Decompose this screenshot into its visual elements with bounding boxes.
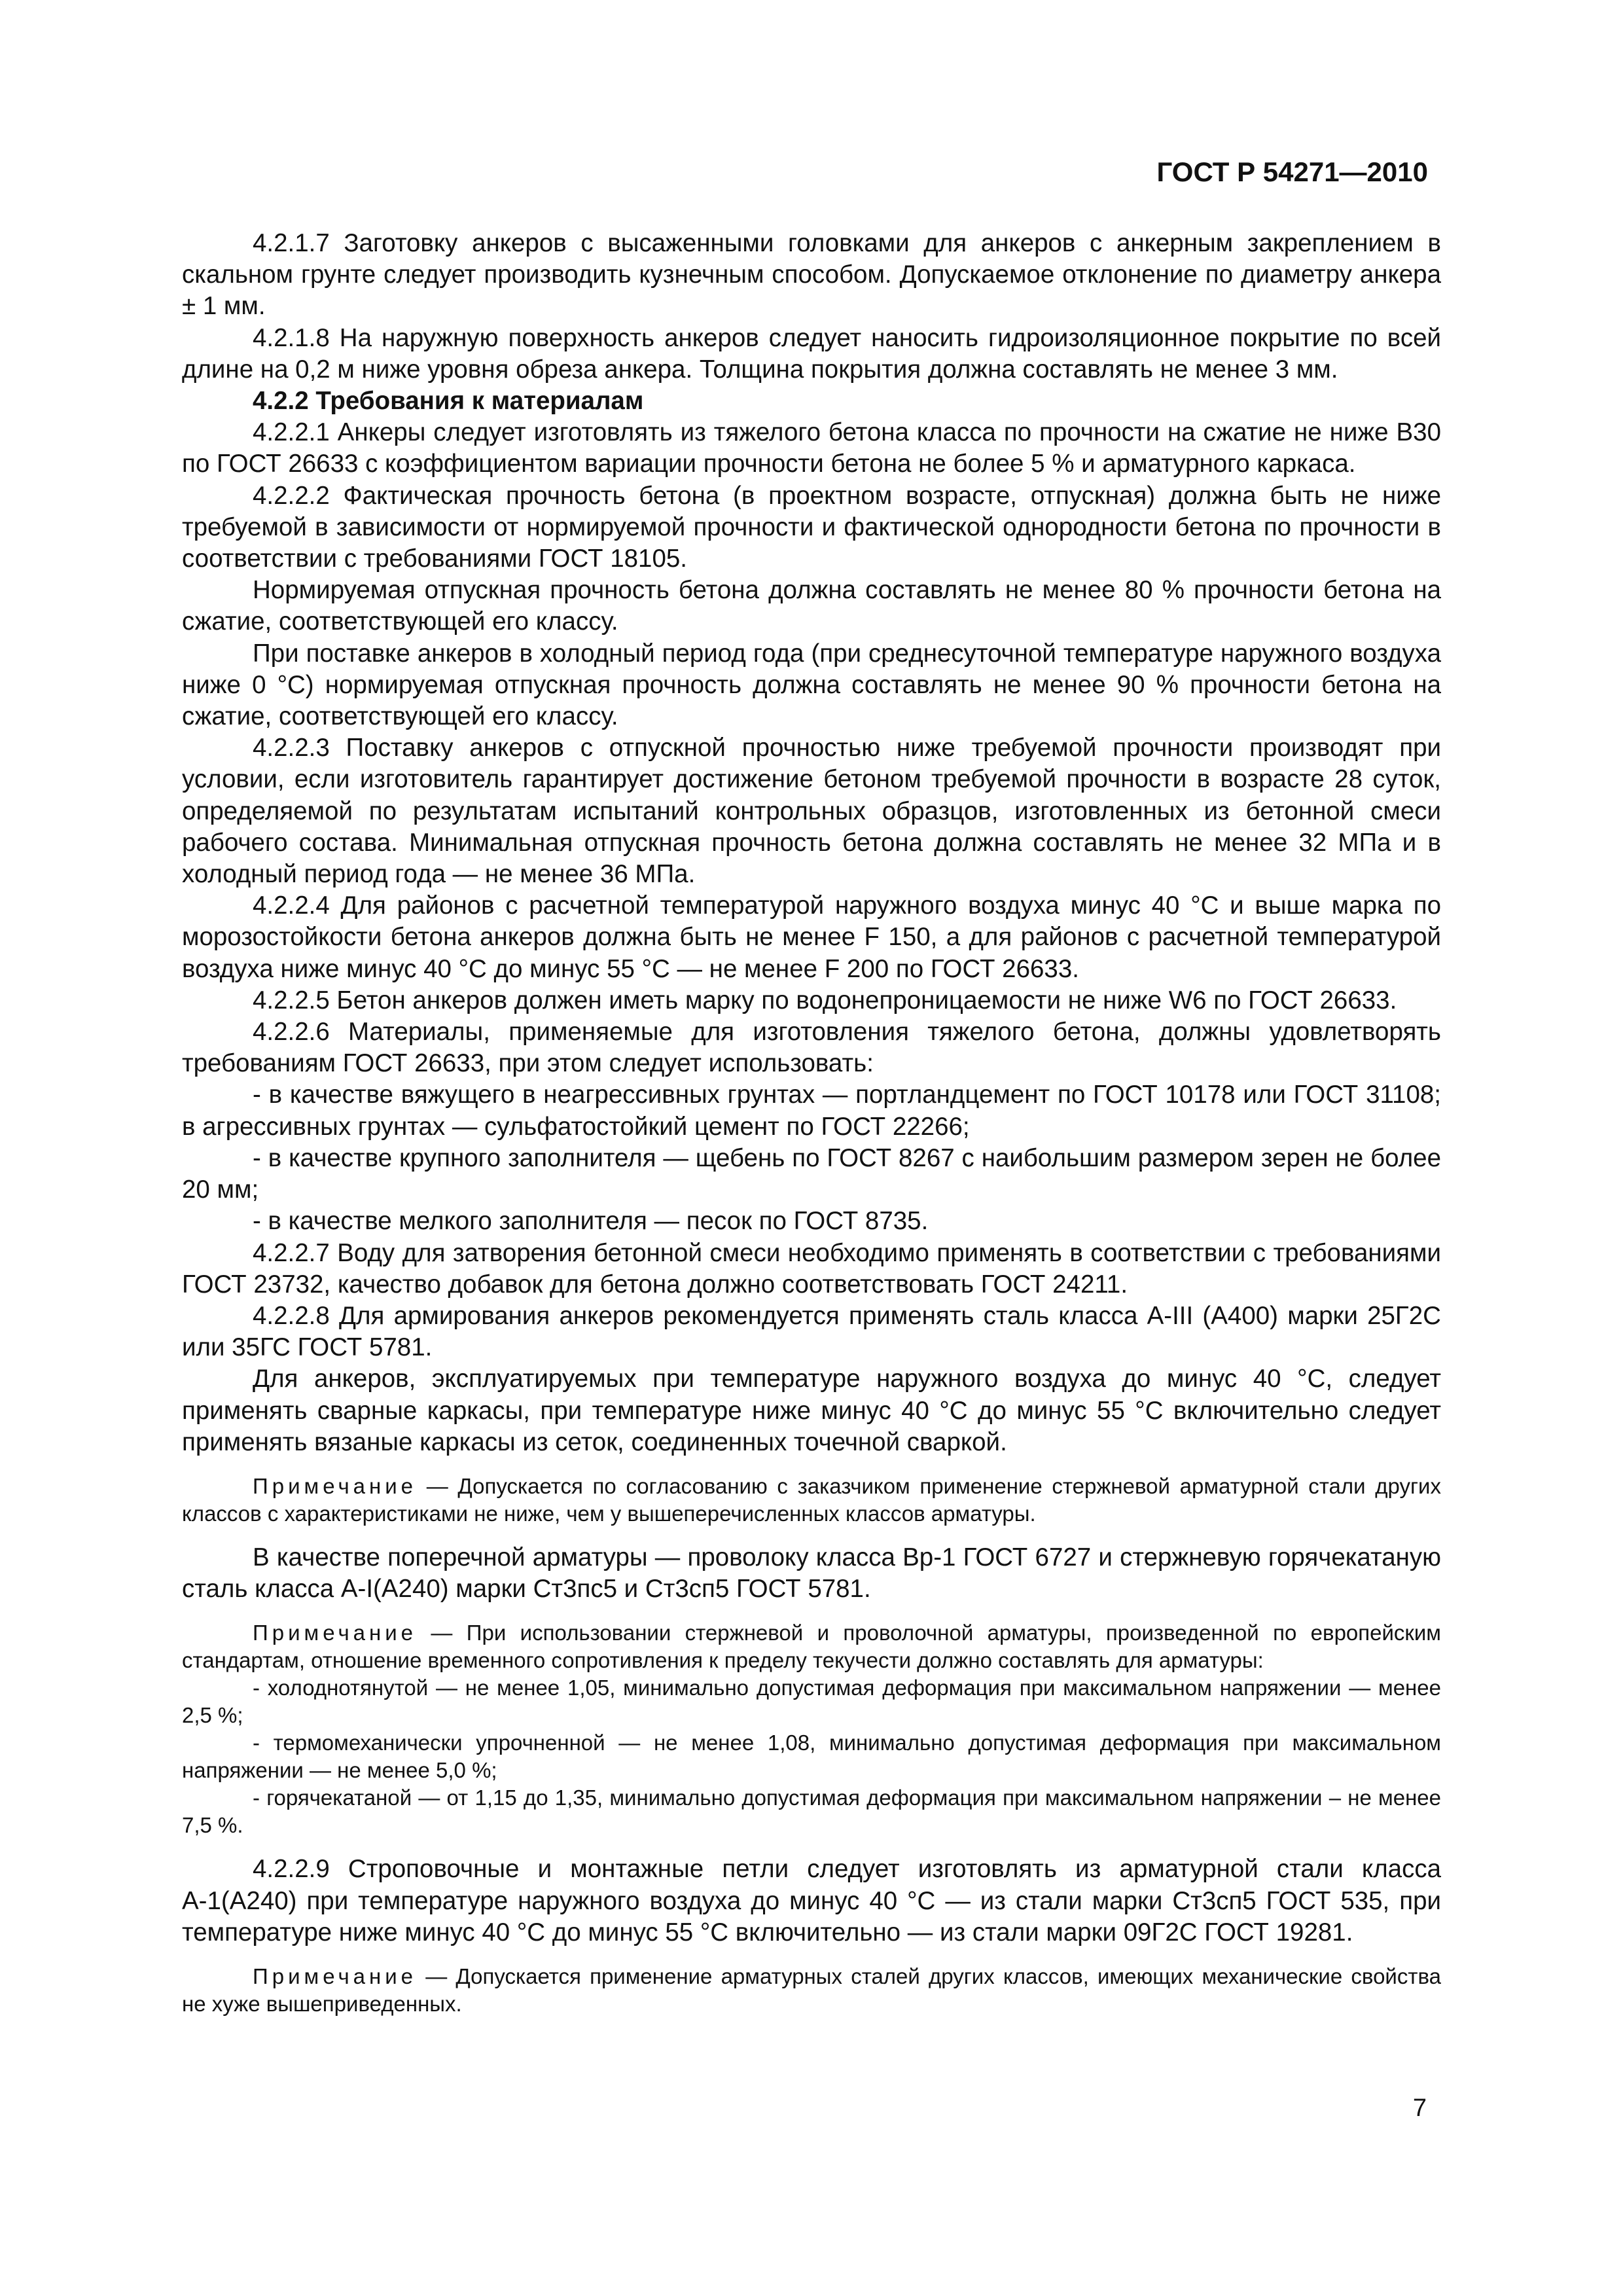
note-block bbox=[182, 1963, 1441, 2018]
note-text: — Допускается по согласованию с заказчиком применение стержневой арматурной стали других классов с характеристиками не ниже, чем у вышеперечисленных классов арматуры. bbox=[182, 1473, 1441, 1526]
list-item: - в качестве мелкого заполнителя — песок по ГОСТ 8735. bbox=[253, 1207, 929, 1236]
paragraph: Для анкеров, эксплуатируемых при температуре наружного воздуха до минус 40 °С, следует применять сварные каркасы, при температуре ниже минус 40 °С до минус 55 °С включительно следует применять вязаные каркасы из сеток, соединенных точечной сваркой. bbox=[182, 1365, 1441, 1456]
note-paragraph bbox=[182, 1963, 1441, 2018]
clause-4-2-2-7: 4.2.2.7 Воду для затворения бетонной смеси необходимо применять в соответствии с требованиями ГОСТ 23732, качество добавок для бетона должно соответствовать ГОСТ 24211. bbox=[182, 1238, 1441, 1299]
clause-4-2-2-3: 4.2.2.3 Поставку анкеров с отпускной прочностью ниже требуемой прочности производят при условии, если изготовитель гарантирует достижение бетоном требуемой прочности в возрасте 28 суток, определяемой по результатам испытаний контрольных образцов, изготовленных из бетонной смеси рабочего состава. Минимальная отпускная прочность бетона должна составлять не менее 32 МПа и в холодный период года — не менее 36 МПа. bbox=[182, 734, 1441, 889]
list-item: - в качестве вяжущего в неагрессивных грунтах — портландцемент по ГОСТ 10178 или ГОСТ 31108; в агрессивных грунтах — сульфатостойкий цемент по ГОСТ 22266; bbox=[182, 1081, 1441, 1141]
note-block bbox=[182, 1619, 1441, 1839]
page-number: 7 bbox=[1412, 2094, 1427, 2122]
list-item: - в качестве крупного заполнителя — щебень по ГОСТ 8267 с наибольшим размером зерен не более 20 мм; bbox=[182, 1143, 1441, 1204]
note-text: — При использовании стержневой и проволочной арматуры, произведенной по европейским стандартам, отношение временного сопротивления к пределу текучести должно составлять для арматуры: bbox=[182, 1621, 1441, 1673]
note-list-item: - горячекатаной — от 1,15 до 1,35, минимально допустимая деформация при максимальном напряжении – не менее 7,5 %. bbox=[182, 1785, 1441, 1838]
clause-4-2-2-5: 4.2.2.5 Бетон анкеров должен иметь марку по водонепроницаемости не ниже W6 по ГОСТ 26633. bbox=[253, 986, 1397, 1014]
section-heading: 4.2.2 Требования к материалам bbox=[253, 387, 644, 416]
note-paragraph bbox=[182, 1619, 1441, 1674]
note-list-item: - термомеханически упрочненной — не менее 1,08, минимально допустимая деформация при максимальном напряжении — не менее 5,0 %; bbox=[182, 1731, 1441, 1783]
clause-4-2-2-9: 4.2.2.9 Строповочные и монтажные петли следует изготовлять из арматурной стали класса А-1(А240) при температуре наружного воздуха до минус 40 °С — из стали марки Ст3сп5 ГОСТ 535, при температуре ниже минус 40 °С до минус 55 °С включительно — из стали марки 09Г2С ГОСТ 19281. bbox=[182, 1855, 1441, 1946]
clause-4-2-2-4: 4.2.2.4 Для районов с расчетной температурой наружного воздуха минус 40 °С и выше марка по морозостойкости бетона анкеров должна быть не менее F 150, а для районов с расчетной температурой воздуха ниже минус 40 °С до минус 55 °С — не менее F 200 по ГОСТ 26633. bbox=[182, 891, 1441, 983]
note-text: — Допускается применение арматурных сталей других классов, имеющих механические свойства не хуже вышеприведенных. bbox=[182, 1964, 1441, 2016]
document-code: ГОСТ Р 54271—2010 bbox=[1156, 156, 1428, 187]
note-label: Примечание bbox=[253, 1621, 418, 1645]
note-list-item: - холоднотянутой — не менее 1,05, минимально допустимая деформация при максимальном напряжении — менее 2,5 %; bbox=[182, 1676, 1441, 1728]
note-label: Примечание bbox=[253, 1473, 418, 1498]
clause-4-2-2-8: 4.2.2.8 Для армирования анкеров рекомендуется применять сталь класса А-III (А400) марки 25Г2С или 35ГС ГОСТ 5781. bbox=[182, 1301, 1441, 1362]
clause-4-2-1-7: 4.2.1.7 Заготовку анкеров с высаженными головками для анкеров с анкерным закреплением в скальном грунте следует производить кузнечным способом. Допускаемое отклонение по диаметру анкера ± 1 мм. bbox=[182, 229, 1441, 321]
note-label: Примечание bbox=[253, 1964, 418, 1988]
clause-4-2-1-8: 4.2.1.8 На наружную поверхность анкеров следует наносить гидроизоляционное покрытие по всей длине на 0,2 м ниже уровня обреза анкера. Толщина покрытия должна составлять не менее 3 мм. bbox=[182, 323, 1441, 384]
clause-4-2-2-1: 4.2.2.1 Анкеры следует изготовлять из тяжелого бетона класса по прочности на сжатие не ниже В30 по ГОСТ 26633 с коэффициентом вариации прочности бетона не более 5 % и арматурного каркаса. bbox=[182, 418, 1441, 478]
document-body bbox=[182, 228, 1441, 2032]
clause-4-2-2-2: 4.2.2.2 Фактическая прочность бетона (в проектном возрасте, отпускная) должна быть не ниже требуемой в зависимости от нормируемой прочности и фактической однородности бетона по прочности в соответствии с требованиями ГОСТ 18105. bbox=[182, 481, 1441, 573]
paragraph: При поставке анкеров в холодный период года (при среднесуточной температуре наружного воздуха ниже 0 °С) нормируемая отпускная прочность должна составлять не менее 90 % прочности бетона на сжатие, соответствующей его классу. bbox=[182, 639, 1441, 731]
paragraph: Нормируемая отпускная прочность бетона должна составлять не менее 80 % прочности бетона на сжатие, соответствующей его классу. bbox=[182, 576, 1441, 636]
clause-4-2-2-6: 4.2.2.6 Материалы, применяемые для изготовления тяжелого бетона, должны удовлетворять требованиям ГОСТ 26633, при этом следует использовать: bbox=[182, 1018, 1441, 1078]
note-paragraph bbox=[182, 1473, 1441, 1528]
note-block bbox=[182, 1473, 1441, 1528]
paragraph: В качестве поперечной арматуры — проволоку класса Вр-1 ГОСТ 6727 и стержневую горячекатаную сталь класса А-I(А240) марки Ст3пс5 и Ст3сп5 ГОСТ 5781. bbox=[182, 1543, 1441, 1604]
